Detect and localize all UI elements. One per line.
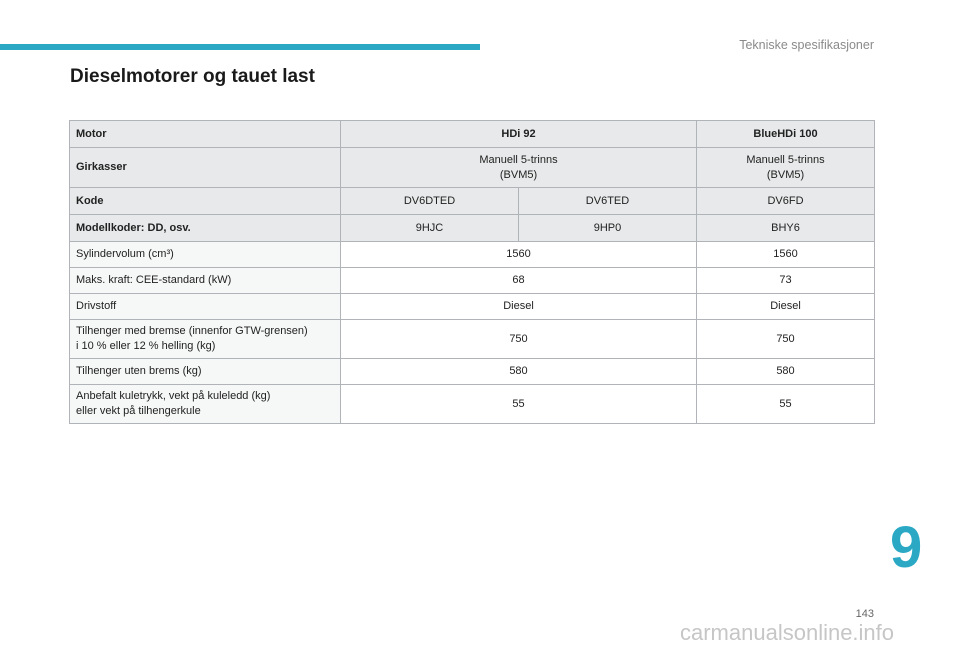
column-header-hdi92: HDi 92 [341, 121, 697, 148]
row-label-modellkoder: Modellkoder: DD, osv. [70, 215, 341, 242]
label-line: Sylindervolum (cm³) [76, 248, 174, 261]
table-row-girkasser [70, 148, 875, 188]
table-cell: DV6FD [697, 188, 875, 215]
column-header-bluehdi100: BlueHDi 100 [697, 121, 875, 148]
label-line: eller vekt på tilhengerkule [76, 405, 201, 417]
table-cell: 73 [697, 268, 875, 294]
label-line: Tilhenger uten brems (kg) [76, 365, 202, 378]
row-label [70, 242, 341, 268]
table-cell: 55 [341, 385, 697, 424]
table-cell: 750 [341, 320, 697, 359]
table-cell: 580 [341, 359, 697, 385]
row-label-motor: Motor [70, 121, 341, 148]
table-row [70, 359, 875, 385]
section-accent-bar [0, 44, 480, 50]
table-cell: 68 [341, 268, 697, 294]
table-row [70, 294, 875, 320]
table-cell: 1560 [697, 242, 875, 268]
table-cell: 9HJC [341, 215, 519, 242]
table-row-kode [70, 188, 875, 215]
table-header-row [70, 121, 875, 148]
table-cell: DV6DTED [341, 188, 519, 215]
row-label [70, 320, 341, 359]
table-row [70, 385, 875, 424]
label-line: i 10 % eller 12 % helling (kg) [76, 340, 216, 352]
table-row-modellkoder [70, 215, 875, 242]
table-cell: 9HP0 [519, 215, 697, 242]
table-row [70, 268, 875, 294]
label-line: Anbefalt kuletrykk, vekt på kuleledd (kg) [76, 390, 271, 403]
table-cell: 750 [697, 320, 875, 359]
row-label-kode: Kode [70, 188, 341, 215]
watermark: carmanualsonline.info [680, 620, 895, 645]
page-number: 143 [855, 608, 874, 620]
row-label [70, 385, 341, 424]
table-row [70, 320, 875, 359]
spec-table [69, 120, 875, 424]
table-cell: BHY6 [697, 215, 875, 242]
section-title: Tekniske spesifikasjoner [739, 38, 874, 52]
table-cell: Diesel [697, 294, 875, 320]
table-cell: 580 [697, 359, 875, 385]
row-label [70, 294, 341, 320]
table-cell: Diesel [341, 294, 697, 320]
table-cell: DV6TED [519, 188, 697, 215]
label-line: Maks. kraft: CEE-standard (kW) [76, 274, 232, 287]
label-line: Tilhenger med bremse (innenfor GTW-grensen) [76, 325, 308, 338]
cell-line: Manuell 5-trinns [479, 153, 558, 166]
table-row [70, 242, 875, 268]
cell-line: (BVM5) [766, 168, 805, 181]
cell-line: Manuell 5-trinns [746, 153, 825, 166]
table-cell: 1560 [341, 242, 697, 268]
page-title: Dieselmotorer og tauet last [70, 66, 315, 87]
table-cell: 55 [697, 385, 875, 424]
row-label [70, 268, 341, 294]
label-line: Drivstoff [76, 300, 117, 313]
row-label-girkasser: Girkasser [70, 148, 341, 188]
row-label [70, 359, 341, 385]
cell-girkasser-hdi92 [341, 148, 697, 188]
cell-girkasser-bluehdi [697, 148, 875, 188]
chapter-number: 9 [890, 515, 923, 580]
cell-line: (BVM5) [499, 168, 538, 181]
